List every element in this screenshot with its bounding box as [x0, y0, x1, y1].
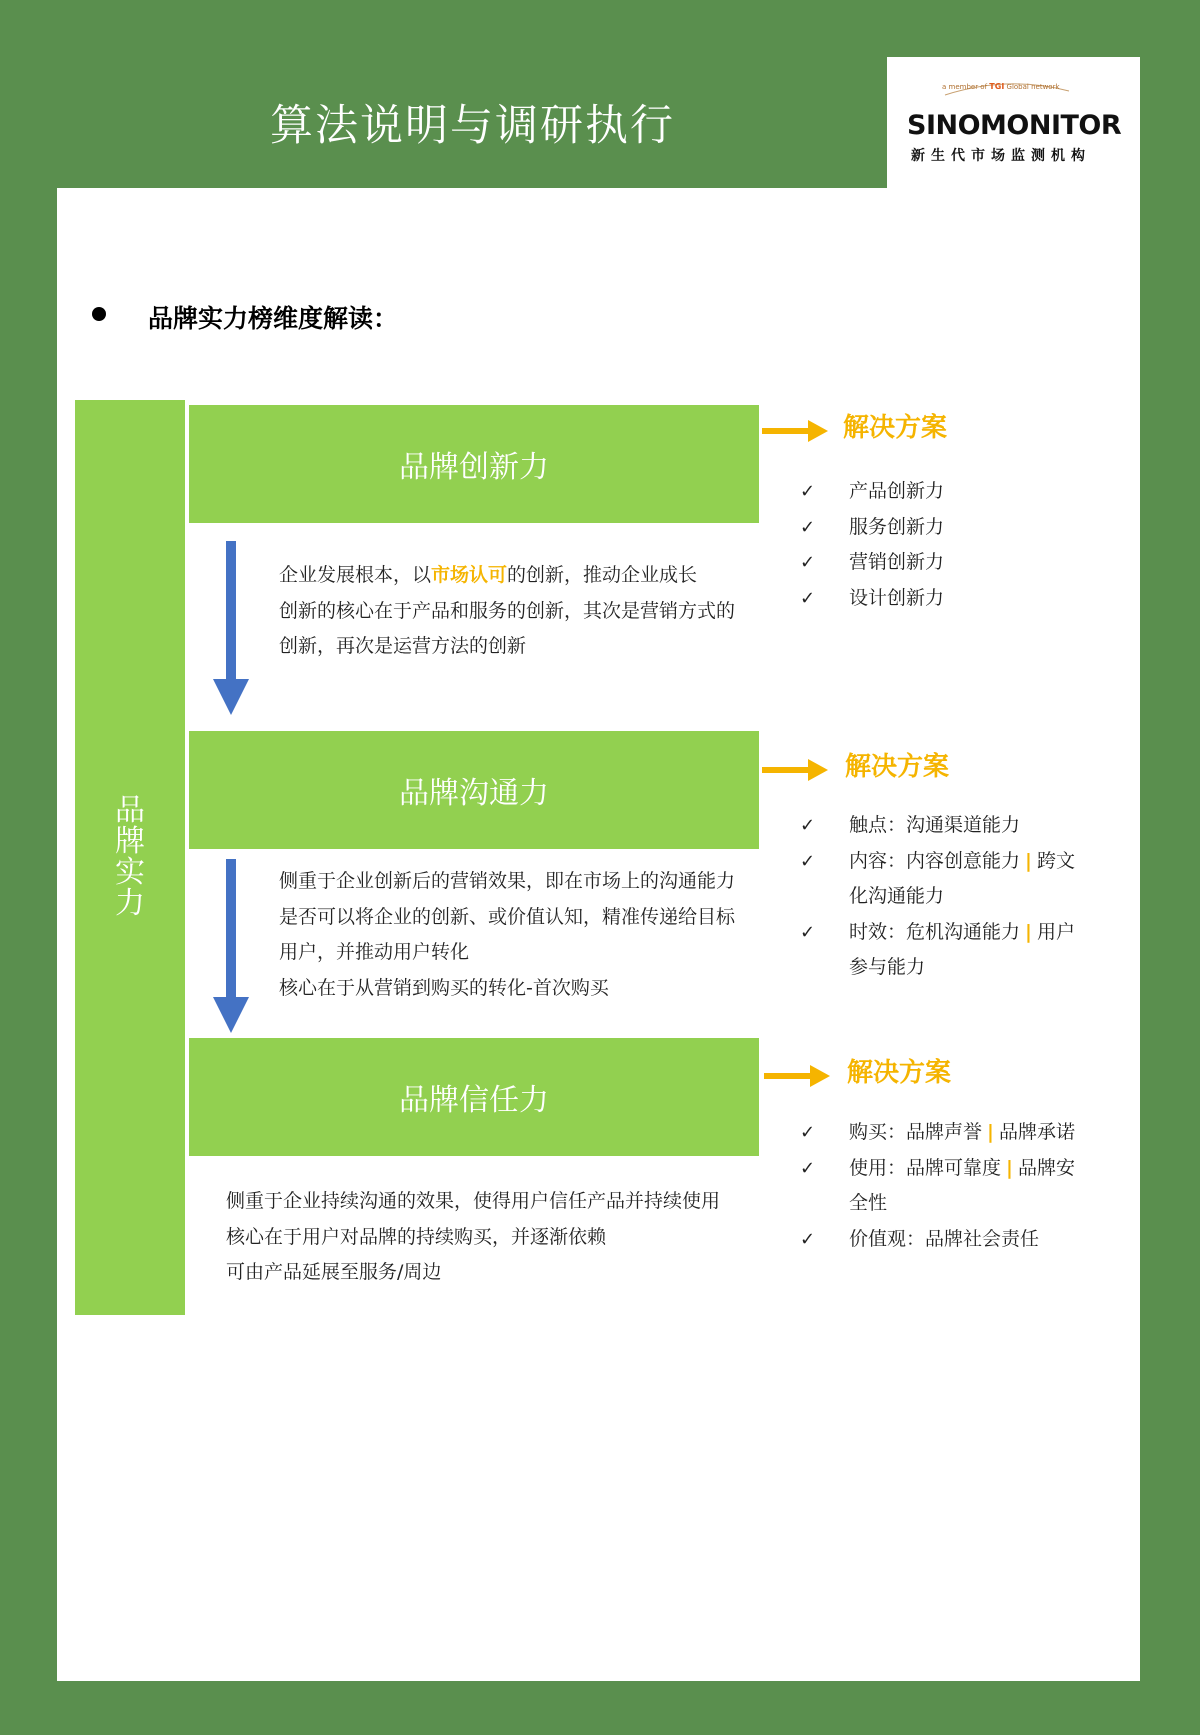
check-icon: ✓ — [800, 921, 816, 943]
solution-item-text: 用户 — [1036, 920, 1075, 943]
solution-item-text: 使用：品牌可靠度 — [849, 1156, 1002, 1179]
solution-title: 解决方案 — [843, 413, 948, 443]
logo — [887, 57, 1140, 189]
logo-tagline-suffix: Global network — [1006, 83, 1060, 91]
block-communication — [189, 731, 759, 849]
right-arrow-icon — [762, 420, 828, 442]
check-icon: ✓ — [800, 516, 816, 538]
solution-item — [800, 808, 1075, 844]
solution-item-text: 价值观：品牌社会责任 — [849, 1227, 1040, 1250]
logo-tgi: TGI — [989, 82, 1005, 91]
logo-tagline-prefix: a member of — [942, 83, 988, 91]
solution-item-text: 内容：内容创意能力 — [849, 849, 1021, 872]
section-heading: 品牌实力榜维度解读： — [148, 304, 399, 333]
block-title: 品牌创新力 — [399, 450, 549, 485]
solution-list — [800, 474, 944, 616]
block-innovation-desc — [279, 558, 735, 665]
solution-list — [800, 1115, 1075, 1257]
check-icon: ✓ — [800, 552, 816, 573]
desc-text: 的创新，推动企业成长 — [507, 564, 698, 586]
desc-line — [279, 558, 735, 594]
separator: | — [1025, 849, 1032, 872]
logo-name: SINOMONITOR — [907, 110, 1122, 141]
check-icon: ✓ — [800, 1157, 816, 1179]
desc-text: 企业发展根本，以 — [279, 564, 432, 586]
down-arrow-icon — [213, 859, 249, 1033]
check-icon: ✓ — [800, 1228, 816, 1250]
solution-item-text: 品牌安 — [1017, 1156, 1075, 1179]
desc-line: 可由产品延展至服务/周边 — [226, 1261, 442, 1283]
solution-item — [800, 510, 944, 546]
solution-item — [800, 844, 1075, 915]
solution-item-text: 购买：品牌声誉 — [849, 1121, 983, 1143]
solution-item-text: 服务创新力 — [849, 515, 945, 538]
solution-item — [800, 915, 1075, 986]
right-arrow-icon — [762, 759, 828, 781]
solution-item-text: 化沟通能力 — [849, 885, 945, 907]
block-communication-desc — [279, 864, 735, 1006]
check-icon: ✓ — [800, 815, 816, 836]
desc-line: 核心在于从营销到购买的转化-首次购买 — [279, 976, 609, 999]
desc-highlight: 市场认可 — [431, 564, 508, 586]
desc-line: 创新的核心在于产品和服务的创新，其次是营销方式的 — [279, 599, 736, 622]
solution-item — [800, 474, 944, 510]
page-title: 算法说明与调研执行 — [270, 101, 675, 151]
solution-item — [800, 545, 944, 581]
solution-item-text: 设计创新力 — [849, 586, 945, 609]
block-title: 品牌信任力 — [399, 1083, 549, 1118]
solution-item — [800, 1115, 1075, 1151]
block-trust-desc — [226, 1184, 720, 1291]
logo-tagline — [942, 82, 1060, 91]
desc-line: 是否可以将企业的创新、或价值认知，精准传递给目标 — [279, 905, 736, 928]
solution-item-text: 全性 — [849, 1192, 888, 1214]
logo-subtitle: 新生代市场监测机构 — [911, 148, 1091, 164]
side-label: 品牌实力 — [115, 793, 145, 921]
bullet-icon — [92, 307, 106, 321]
desc-line: 创新，再次是运营方法的创新 — [279, 635, 527, 657]
separator: | — [987, 1121, 994, 1143]
block-title: 品牌沟通力 — [399, 776, 549, 811]
solution-item-text: 跨文 — [1036, 849, 1075, 872]
desc-line: 核心在于用户对品牌的持续购买，并逐渐依赖 — [226, 1225, 607, 1248]
solution-title: 解决方案 — [847, 1058, 952, 1088]
desc-line: 用户，并推动用户转化 — [279, 941, 470, 963]
solution-item-text: 产品创新力 — [849, 480, 945, 502]
block-trust — [189, 1038, 759, 1156]
solution-list — [800, 808, 1075, 986]
solution-item — [800, 581, 944, 617]
separator: | — [1025, 920, 1032, 943]
solution-item-text: 营销创新力 — [849, 551, 945, 573]
check-icon: ✓ — [800, 850, 816, 872]
right-arrow-icon — [764, 1065, 830, 1087]
solution-item-text: 触点：沟通渠道能力 — [849, 814, 1021, 836]
separator: | — [1006, 1156, 1013, 1179]
block-innovation — [189, 405, 759, 523]
solution-item-text: 参与能力 — [849, 956, 926, 978]
check-icon: ✓ — [800, 587, 816, 609]
check-icon: ✓ — [800, 481, 816, 502]
desc-line: 侧重于企业创新后的营销效果，即在市场上的沟通能力 — [279, 870, 736, 892]
solution-item — [800, 1222, 1075, 1258]
check-icon: ✓ — [800, 1122, 816, 1143]
solution-item-text: 品牌承诺 — [998, 1121, 1075, 1143]
solution-item-text: 时效：危机沟通能力 — [849, 920, 1021, 943]
down-arrow-icon — [213, 541, 249, 715]
solution-title: 解决方案 — [845, 752, 950, 782]
solution-item — [800, 1151, 1075, 1222]
desc-line: 侧重于企业持续沟通的效果，使得用户信任产品并持续使用 — [226, 1190, 721, 1212]
